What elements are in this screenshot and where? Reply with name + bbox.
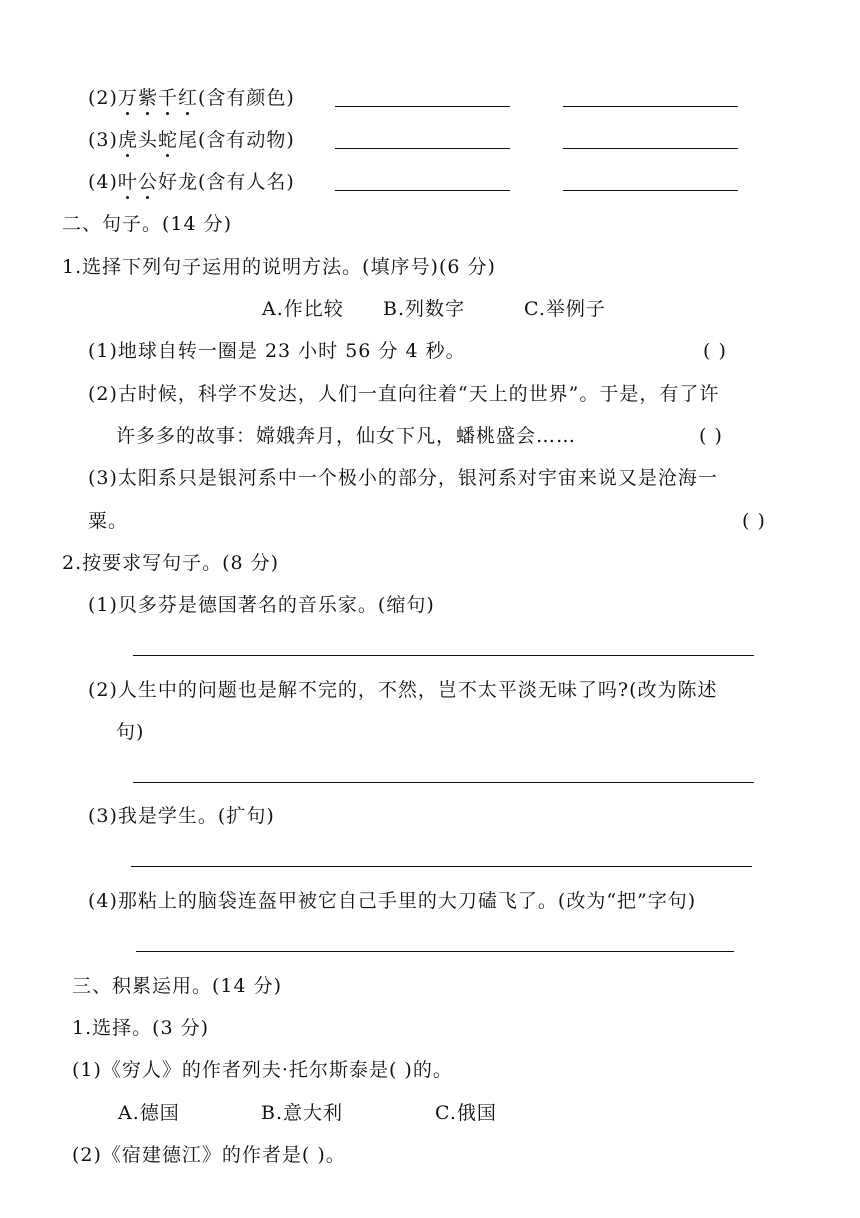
idiom-row: (4)叶公好龙(含有人名) — [88, 171, 295, 193]
option-b: B.意大利 — [261, 1102, 344, 1124]
question-item: (3)太阳系只是银河系中一个极小的部分，银河系对宇宙来说又是沧海一 — [88, 467, 718, 489]
option-a: A.德国 — [118, 1102, 180, 1124]
answer-blank[interactable] — [335, 190, 510, 191]
option-a: A.作比较 — [262, 298, 344, 320]
question-item: (3)我是学生。(扩句) — [88, 805, 275, 827]
answer-blank[interactable] — [563, 106, 738, 107]
question-item-cont: 许多多的故事：嫦娥奔月，仙女下凡，蟠桃盛会…… — [116, 425, 577, 447]
section-title: 三、积累运用。(14 分) — [72, 975, 283, 997]
answer-blank[interactable] — [335, 106, 510, 107]
dotted-char: 万 — [117, 87, 138, 109]
option-b: B.列数字 — [383, 298, 466, 320]
idiom-hint: (含有动物) — [197, 129, 295, 151]
idiom-row: (3)虎头蛇尾(含有动物) — [88, 129, 295, 151]
question-item-cont: 句) — [116, 721, 145, 743]
question-title: 1.选择。(3 分) — [72, 1017, 210, 1039]
option-c: C.俄国 — [435, 1102, 497, 1124]
item-number: (2) — [88, 87, 118, 109]
answer-blank[interactable] — [563, 148, 738, 149]
item-number: (3) — [88, 129, 118, 151]
section-title: 二、句子。(14 分) — [62, 213, 233, 235]
answer-line[interactable] — [131, 866, 752, 867]
question-item: (1)贝多芬是德国著名的音乐家。(缩句) — [88, 594, 435, 616]
question-item: (2)古时候，科学不发达，人们一直向往着“天上的世界”。于是，有了许 — [88, 383, 720, 405]
dotted-char: 红 — [177, 87, 198, 109]
idiom-row — [88, 86, 295, 110]
dotted-char: 公 — [137, 171, 158, 193]
question-item: (4)那粘上的脑袋连盔甲被它自己手里的大刀磕飞了。(改为“把”字句) — [88, 890, 697, 912]
dotted-char: 叶 — [117, 171, 138, 193]
answer-paren[interactable]: ( ) — [699, 425, 723, 447]
answer-line[interactable] — [133, 655, 754, 656]
option-c: C.举例子 — [524, 298, 606, 320]
question-item: (2)人生中的问题也是解不完的，不然，岂不太平淡无味了吗?(改为陈述 — [88, 679, 718, 701]
answer-paren[interactable]: ( ) — [742, 510, 766, 532]
answer-line[interactable] — [133, 782, 754, 783]
dotted-char: 虎 — [117, 129, 138, 151]
dotted-char: 千 — [157, 87, 178, 109]
idiom-hint: (含有颜色) — [197, 87, 295, 109]
question-item: (1)地球自转一圈是 23 小时 56 分 4 秒。 — [88, 340, 466, 362]
question-item: (2)《宿建德江》的作者是( )。 — [72, 1144, 346, 1166]
item-number: (4) — [88, 171, 118, 193]
question-title: 1.选择下列句子运用的说明方法。(填序号)(6 分) — [62, 256, 496, 278]
question-title: 2.按要求写句子。(8 分) — [62, 552, 280, 574]
answer-paren[interactable]: ( ) — [703, 340, 727, 362]
answer-blank[interactable] — [563, 190, 738, 191]
dotted-char: 蛇 — [157, 129, 178, 151]
idiom-hint: (含有人名) — [197, 171, 295, 193]
answer-blank[interactable] — [335, 148, 510, 149]
question-item: (1)《穷人》的作者列夫·托尔斯泰是( )的。 — [72, 1059, 453, 1081]
dotted-char: 紫 — [137, 87, 158, 109]
question-item-cont: 粟。 — [88, 510, 129, 532]
answer-line[interactable] — [136, 951, 734, 952]
